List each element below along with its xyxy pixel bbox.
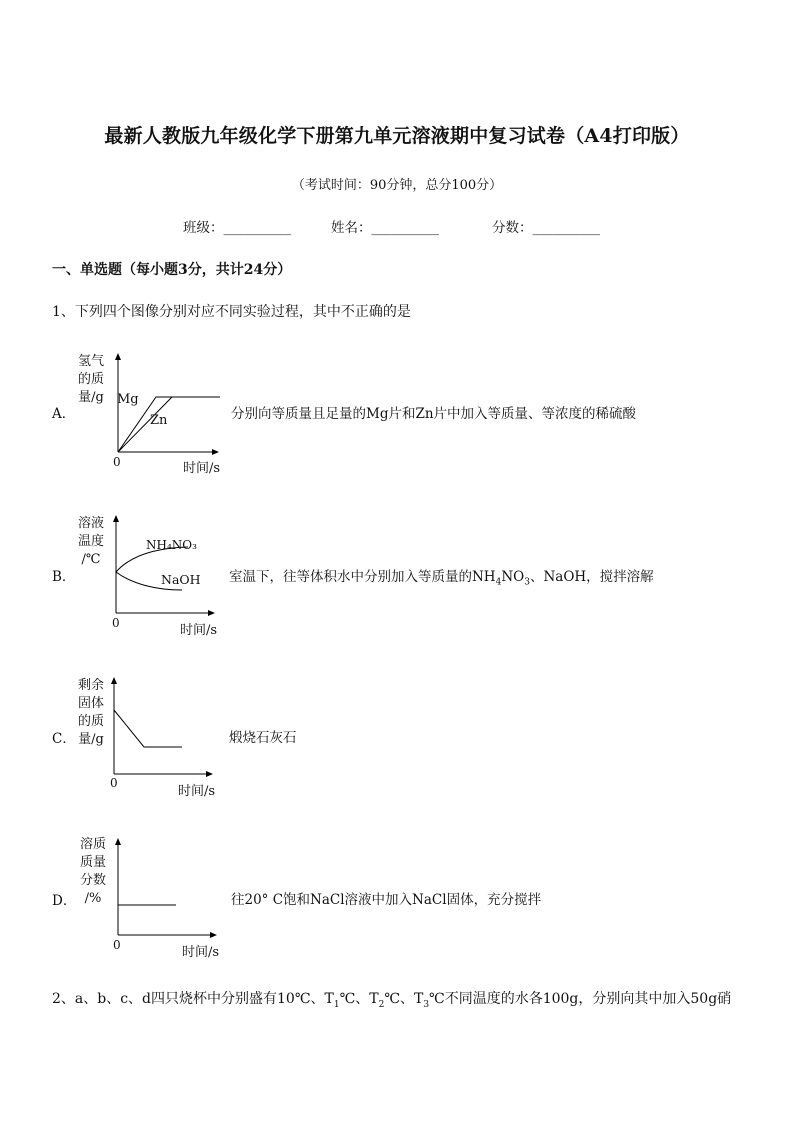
ylabel-line: 温度 bbox=[78, 534, 105, 549]
y-axis-arrow bbox=[113, 515, 119, 522]
subscript: 3 bbox=[524, 577, 530, 588]
text-part: ℃不同温度的水各100g，分别向其中加入50g硝 bbox=[429, 991, 732, 1007]
y-axis-arrow bbox=[111, 677, 117, 684]
ylabel-line: 溶质 bbox=[80, 837, 107, 852]
text-part: NO bbox=[501, 569, 525, 585]
ylabel-line: 氢气 bbox=[78, 354, 105, 369]
ylabel-line: 固体 bbox=[78, 696, 105, 711]
graph-a-xlabel: 时间/s bbox=[183, 461, 221, 476]
graph-b-ylabel bbox=[78, 515, 104, 569]
origin-label: 0 bbox=[113, 455, 121, 469]
y-axis-arrow bbox=[115, 353, 121, 360]
subscript: 4 bbox=[495, 577, 502, 588]
y-axis-arrow bbox=[115, 838, 121, 845]
question-2-stem bbox=[52, 988, 731, 1010]
graph-b-xlabel: 时间/s bbox=[180, 623, 218, 638]
ylabel-line: 量/g bbox=[78, 732, 104, 747]
ylabel-line: 的质 bbox=[78, 372, 105, 387]
graph-d bbox=[110, 837, 220, 941]
x-axis-arrow bbox=[210, 932, 217, 938]
graph-b bbox=[108, 514, 220, 619]
residue-curve bbox=[114, 710, 182, 747]
option-d-text: 往20° C饱和NaCl溶液中加入NaCl固体，充分搅拌 bbox=[231, 892, 542, 908]
ylabel-line: 量/g bbox=[78, 390, 104, 405]
subscript: 2 bbox=[378, 999, 385, 1010]
ylabel-line: 分数 bbox=[80, 873, 107, 888]
nh4no3-label: NH₄NO₃ bbox=[146, 538, 197, 552]
origin-label: 0 bbox=[113, 938, 121, 952]
text-part: ℃、T bbox=[339, 991, 379, 1007]
zn-label: Zn bbox=[150, 413, 168, 428]
option-b-text bbox=[229, 565, 654, 588]
score-field: 分数：__________ bbox=[492, 220, 600, 236]
subscript: 3 bbox=[423, 999, 430, 1010]
x-axis-arrow bbox=[206, 771, 213, 777]
graph-d-ylabel bbox=[80, 836, 106, 908]
ylabel-line: 溶液 bbox=[78, 516, 105, 531]
ylabel-line: /% bbox=[84, 891, 102, 906]
subscript: 1 bbox=[333, 999, 340, 1010]
text-part: 室温下，往等体积水中分别加入等质量的NH bbox=[229, 569, 496, 585]
option-c-text: 煅烧石灰石 bbox=[229, 730, 297, 746]
graph-a-ylabel bbox=[78, 353, 104, 407]
option-letter: D． bbox=[52, 893, 77, 909]
question-1-stem: 1、下列四个图像分别对应不同实验过程，其中不正确的是 bbox=[52, 304, 411, 320]
ylabel-line: 的质 bbox=[78, 714, 105, 729]
graph-c bbox=[106, 676, 218, 780]
ylabel-line: 质量 bbox=[80, 855, 107, 870]
x-axis-arrow bbox=[212, 449, 219, 455]
section-heading: 一、单选题（每小题3分，共计24分） bbox=[52, 262, 292, 278]
option-letter: A． bbox=[52, 406, 76, 422]
page-title: 最新人教版九年级化学下册第九单元溶液期中复习试卷（A4打印版） bbox=[104, 125, 690, 147]
x-axis-arrow bbox=[208, 610, 215, 616]
origin-label: 0 bbox=[110, 776, 118, 790]
ylabel-line: 剩余 bbox=[78, 678, 105, 693]
option-a-text: 分别向等质量且足量的Mg片和Zn片中加入等质量、等浓度的稀硫酸 bbox=[231, 406, 637, 422]
graph-c-xlabel: 时间/s bbox=[178, 784, 216, 799]
option-letter: B． bbox=[52, 569, 76, 585]
class-field: 班级：__________ bbox=[183, 220, 291, 236]
exam-info: （考试时间：90分钟，总分100分） bbox=[291, 178, 503, 193]
text-part: 、NaOH，搅拌溶解 bbox=[529, 569, 654, 585]
text-part: 2、a、b、c、d四只烧杯中分别盛有10℃、T bbox=[52, 991, 334, 1007]
option-letter: C． bbox=[52, 731, 76, 747]
graph-c-ylabel bbox=[78, 677, 104, 749]
ylabel-line: /℃ bbox=[81, 552, 101, 567]
graph-d-xlabel: 时间/s bbox=[182, 945, 220, 960]
name-field: 姓名：__________ bbox=[331, 220, 439, 236]
naoh-label: NaOH bbox=[161, 572, 201, 587]
mg-label: Mg bbox=[117, 392, 139, 407]
text-part: ℃、T bbox=[384, 991, 424, 1007]
origin-label: 0 bbox=[112, 616, 120, 630]
